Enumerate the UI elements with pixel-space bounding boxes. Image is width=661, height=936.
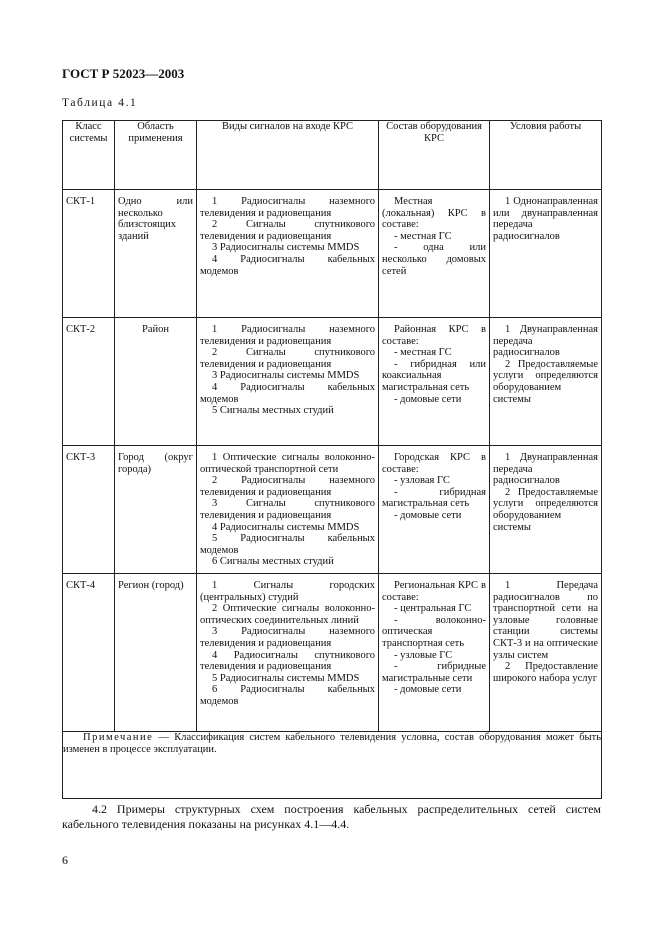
- table-row: [63, 446, 602, 574]
- signal-item: 1 Радиосигналы наземного телевидения и радиовещания: [200, 324, 375, 347]
- composition-item: - домовые сети: [394, 393, 462, 405]
- system-class: СКТ-4: [63, 574, 115, 732]
- condition-item: 2 Предоставляемые услуги определяются оборудованием системы: [493, 486, 598, 533]
- composition-item: - одна или несколько домовых сетей: [382, 242, 486, 277]
- composition-item: - местная ГС: [394, 347, 452, 359]
- composition-item: Районная КРС в составе:: [382, 324, 486, 347]
- condition-item: 2 Предоставление широкого набора услуг: [493, 661, 598, 684]
- composition-item: - местная ГС: [394, 230, 452, 242]
- signal-item: 3 Радиосигналы системы MMDS: [212, 242, 360, 254]
- table-note-row: [63, 732, 602, 799]
- composition-item: - домовые сети: [394, 684, 462, 696]
- note-text: — Классификация систем кабельного телевидения условна, состав оборудования может быть изменен в процессе эксплуатации.: [63, 732, 601, 755]
- column-header: Виды сигналов на входе КРС: [197, 121, 379, 190]
- signal-item: 4 Радиосигналы кабельных модемов: [200, 253, 375, 277]
- application-area: Одно или несколько близстоящих зданий: [115, 190, 197, 318]
- composition-item: - узловая ГС: [394, 475, 450, 487]
- system-class: СКТ-2: [63, 318, 115, 446]
- input-signals: [197, 318, 379, 446]
- composition-item: - волоконно-оптическая транспортная сеть: [382, 614, 486, 649]
- condition-item: 2 Предоставляемые услуги определяются оборудованием системы: [493, 358, 598, 405]
- signal-item: 5 Сигналы местных студий: [212, 405, 334, 417]
- signal-item: 3 Радиосигналы наземного телевидения и радиовещания: [200, 626, 375, 649]
- input-signals: [197, 574, 379, 732]
- table-row: [63, 318, 602, 446]
- signal-item: 6 Радиосигналы кабельных модемов: [200, 684, 375, 707]
- table-row: [63, 574, 602, 732]
- equipment-composition: [379, 318, 490, 446]
- document-header: ГОСТ Р 52023—2003: [62, 66, 185, 81]
- signal-item: 3 Радиосигналы системы MMDS: [212, 370, 360, 382]
- signal-item: 4 Радиосигналы спутникового телевидения и радиовещания: [200, 649, 375, 673]
- input-signals: [197, 190, 379, 318]
- composition-item: - гибридная магистральная сеть: [382, 486, 486, 510]
- condition-item: 1 Передача радиосигналов по транспортной сети на узловые головные станции системы СКТ-3 и на оптические узлы систем: [493, 580, 598, 661]
- signal-item: 2 Сигналы спутникового телевидения и радиовещания: [200, 347, 375, 370]
- composition-item: - узловые ГС: [394, 649, 453, 661]
- system-class: СКТ-3: [63, 446, 115, 574]
- signal-item: 2 Оптические сигналы волоконно-оптических соединительных линий: [200, 603, 375, 626]
- signal-item: 5 Радиосигналы кабельных модемов: [200, 533, 375, 556]
- signal-item: 5 Радиосигналы системы MMDS: [212, 672, 360, 684]
- condition-item: 1 Двунаправленная передача радиосигналов: [493, 324, 598, 359]
- system-class: СКТ-1: [63, 190, 115, 318]
- composition-item: Региональная КРС в составе:: [382, 580, 486, 603]
- page-number: 6: [62, 853, 68, 867]
- classification-table: [62, 120, 602, 799]
- application-area: Район: [115, 318, 197, 446]
- operating-conditions: [490, 446, 602, 574]
- equipment-composition: [379, 574, 490, 732]
- composition-item: - домовые сети: [394, 509, 462, 521]
- operating-conditions: [490, 190, 602, 318]
- signal-item: 2 Радиосигналы наземного телевидения и радиовещания: [200, 475, 375, 498]
- column-header: Условия работы: [490, 121, 602, 190]
- table-row: [63, 190, 602, 318]
- column-header: Состав оборудования КРС: [379, 121, 490, 190]
- signal-item: 1 Оптические сигналы волоконно-оптической транспортной сети: [200, 452, 375, 475]
- application-area: Регион (город): [115, 574, 197, 732]
- table-header-row: [63, 121, 602, 190]
- composition-item: Городская КРС в составе:: [382, 452, 486, 475]
- equipment-composition: [379, 446, 490, 574]
- input-signals: [197, 446, 379, 574]
- signal-item: 3 Сигналы спутникового телевидения и радиовещания: [200, 498, 375, 521]
- table-caption: Таблица 4.1: [62, 97, 138, 109]
- signal-item: 1 Радиосигналы наземного телевидения и радиовещания: [200, 196, 375, 219]
- operating-conditions: [490, 574, 602, 732]
- composition-item: - центральная ГС: [394, 603, 472, 615]
- note-label: Примечание: [83, 732, 154, 743]
- column-header: Область применения: [115, 121, 197, 190]
- signal-item: 2 Сигналы спутникового телевидения и радиовещания: [200, 219, 375, 242]
- column-header: Класс системы: [63, 121, 115, 190]
- condition-item: 1 Однонаправленная или двунаправленная передача радиосигналов: [493, 196, 598, 242]
- signal-item: 4 Радиосигналы системы MMDS: [212, 521, 360, 533]
- composition-item: Местная (локальная) КРС в составе:: [382, 196, 486, 231]
- condition-item: 1 Двунаправленная передача радиосигналов: [493, 452, 598, 487]
- application-area: Город (округ города): [115, 446, 197, 574]
- signal-item: 6 Сигналы местных студий: [212, 556, 334, 568]
- composition-item: - гибридные магистральные сети: [382, 661, 486, 684]
- signal-item: 4 Радиосигналы кабельных модемов: [200, 381, 375, 405]
- table-note: [63, 732, 602, 799]
- section-paragraph: 4.2 Примеры структурных схем построения кабельных распределительных сетей систем кабельного телевидения показаны на рисунках 4.1—4.4.: [62, 802, 601, 831]
- equipment-composition: [379, 190, 490, 318]
- composition-item: - гибридная или коаксиальная магистральная сеть: [382, 358, 486, 393]
- signal-item: 1 Сигналы городских (центральных) студий: [200, 580, 375, 603]
- operating-conditions: [490, 318, 602, 446]
